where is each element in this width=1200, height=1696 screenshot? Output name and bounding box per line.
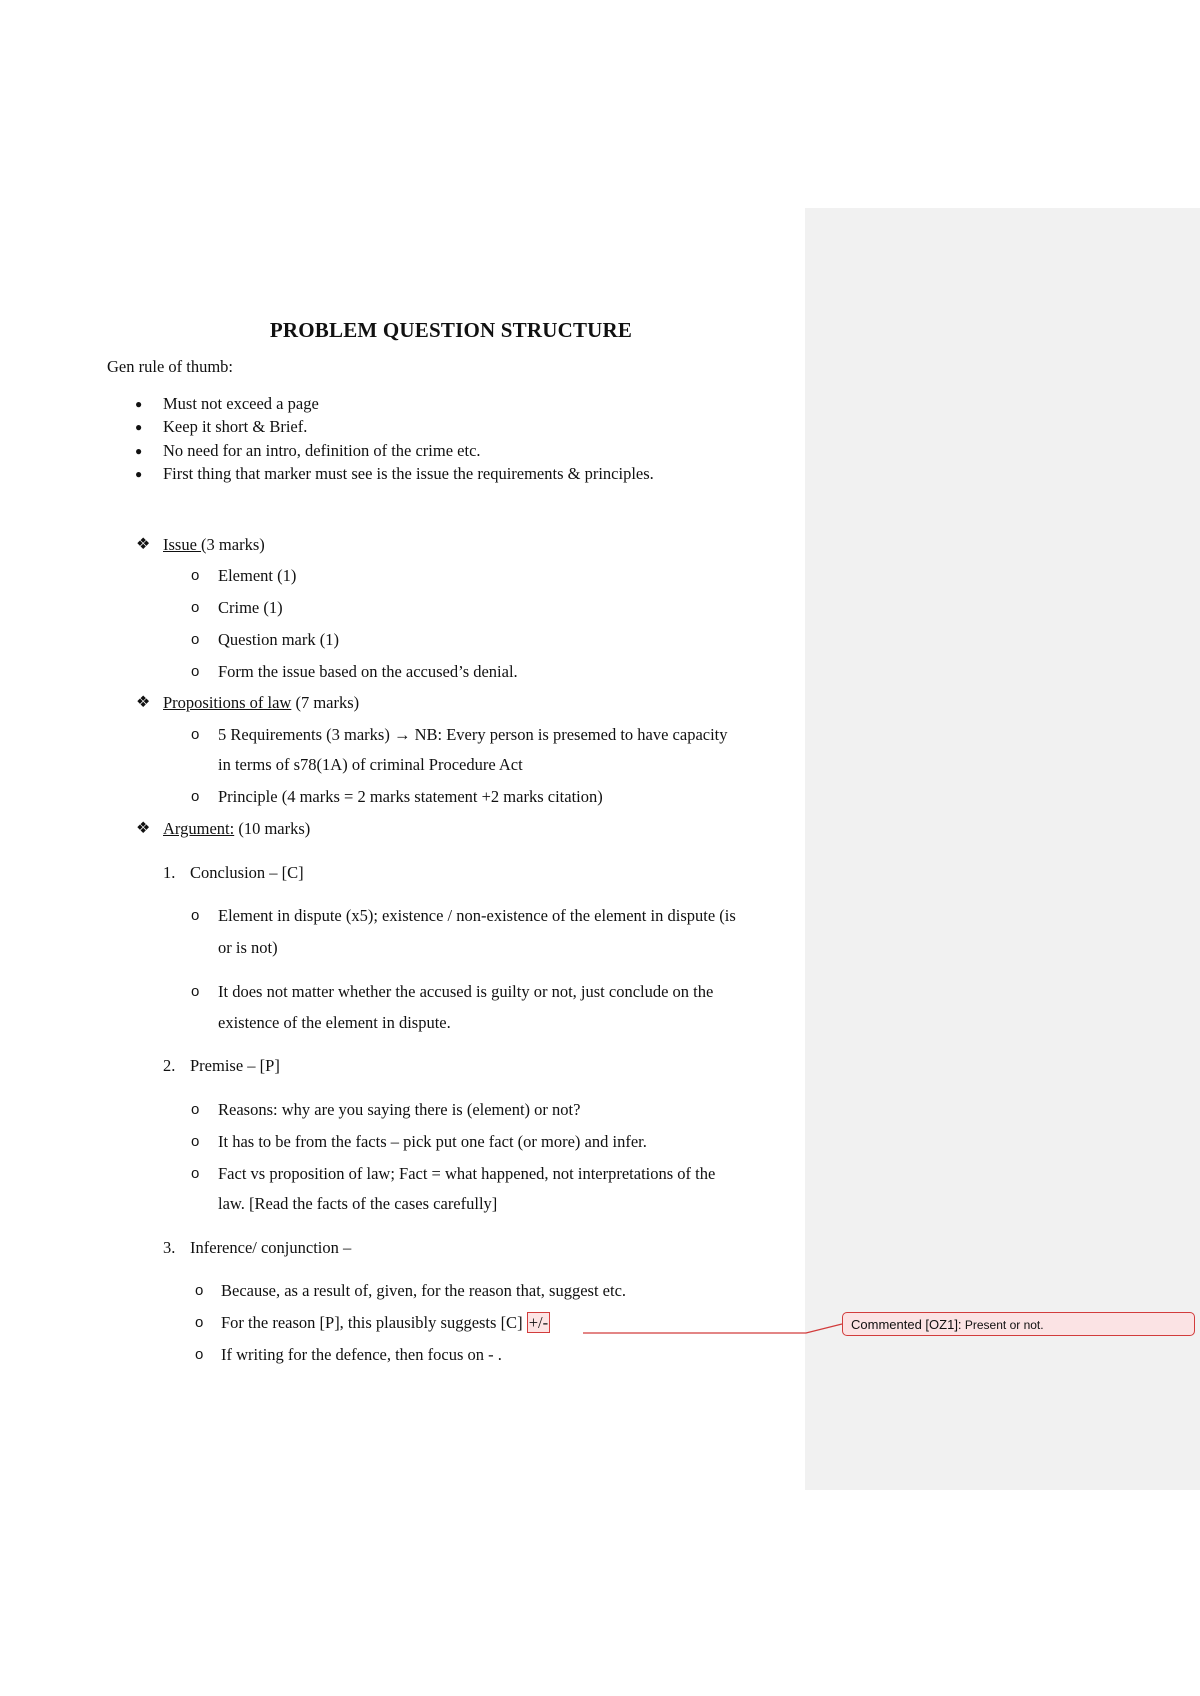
section-title-inference: Inference/ conjunction –: [190, 1238, 352, 1257]
rule-item: First thing that marker must see is the issue the requirements & principles.: [163, 464, 654, 483]
section-number: 3.: [163, 1238, 176, 1257]
comment-text: Present or not.: [961, 1318, 1044, 1332]
premise-line: Fact vs proposition of law; Fact = what happened, not interpretations of the: [218, 1164, 716, 1183]
premise-line: It has to be from the facts – pick put one fact (or more) and infer.: [218, 1132, 647, 1151]
inference-line: Because, as a result of, given, for the reason that, suggest etc.: [221, 1281, 627, 1300]
comment-balloon[interactable]: [842, 1312, 1195, 1336]
bullet-icon: ●: [135, 467, 143, 481]
issue-item: Form the issue based on the accused’s denial.: [218, 662, 518, 681]
hollow-circle-icon: o: [191, 1133, 200, 1150]
issue-item: Element (1): [218, 566, 297, 585]
conclusion-line-continued: or is not): [218, 938, 278, 957]
premise-line-continued: law. [Read the facts of the cases carefully]: [218, 1194, 498, 1213]
hollow-circle-icon: o: [191, 567, 200, 584]
propositions-heading: Propositions of law: [163, 693, 292, 712]
hollow-circle-icon: o: [191, 788, 200, 805]
premise-line: Reasons: why are you saying there is (element) or not?: [218, 1100, 581, 1119]
hollow-circle-icon: o: [191, 599, 200, 616]
hollow-circle-icon: o: [191, 907, 200, 924]
commented-text-highlight[interactable]: +/-: [528, 1313, 549, 1332]
argument-heading: Argument:: [163, 819, 235, 838]
hollow-circle-icon: o: [191, 726, 200, 743]
page-title: PROBLEM QUESTION STRUCTURE: [269, 318, 633, 342]
argument-marks: (10 marks): [234, 819, 311, 838]
diamond-bullet-icon: ❖: [136, 536, 151, 553]
hollow-circle-icon: o: [195, 1282, 204, 1299]
rule-item: Must not exceed a page: [163, 394, 319, 413]
diamond-bullet-icon: ❖: [136, 820, 151, 837]
issue-item: Crime (1): [218, 598, 283, 617]
conclusion-line: Element in dispute (x5); existence / non-existence of the element in dispute (is: [218, 906, 736, 925]
section-number: 1.: [163, 863, 176, 882]
inference-text: For the reason [P], this plausibly suggests [C]: [221, 1313, 527, 1332]
rule-intro: Gen rule of thumb:: [107, 357, 234, 376]
bullet-icon: ●: [135, 420, 143, 434]
issue-heading: Issue: [163, 535, 202, 554]
bullet-icon: ●: [135, 444, 143, 458]
hollow-circle-icon: o: [191, 1101, 200, 1118]
propositions-item: 5 Requirements (3 marks) → NB: Every person is presemed to have capacity: [218, 725, 728, 744]
bullet-icon: ●: [135, 397, 143, 411]
hollow-circle-icon: o: [191, 631, 200, 648]
conclusion-line: It does not matter whether the accused is guilty or not, just conclude on the: [218, 982, 714, 1001]
section-title-conclusion: Conclusion – [C]: [190, 863, 304, 882]
hollow-circle-icon: o: [191, 1165, 200, 1182]
diamond-bullet-icon: ❖: [136, 694, 151, 711]
hollow-circle-icon: o: [191, 663, 200, 680]
rule-item: No need for an intro, definition of the crime etc.: [163, 441, 481, 460]
section-number: 2.: [163, 1056, 176, 1075]
propositions-item-continued: in terms of s78(1A) of criminal Procedure Act: [218, 755, 523, 774]
comment-label: Commented [OZ1]:: [851, 1317, 962, 1332]
rule-item: Keep it short & Brief.: [163, 417, 308, 436]
issue-item: Question mark (1): [218, 630, 339, 649]
section-title-premise: Premise – [P]: [190, 1056, 280, 1075]
propositions-marks: (7 marks): [291, 693, 360, 712]
propositions-item: Principle (4 marks = 2 marks statement +2 marks citation): [218, 787, 603, 806]
hollow-circle-icon: o: [195, 1314, 204, 1331]
conclusion-line-continued: existence of the element in dispute.: [218, 1013, 451, 1032]
inference-line: If writing for the defence, then focus on - .: [221, 1345, 502, 1364]
issue-marks: (3 marks): [201, 535, 265, 554]
hollow-circle-icon: o: [191, 983, 200, 1000]
hollow-circle-icon: o: [195, 1346, 204, 1363]
